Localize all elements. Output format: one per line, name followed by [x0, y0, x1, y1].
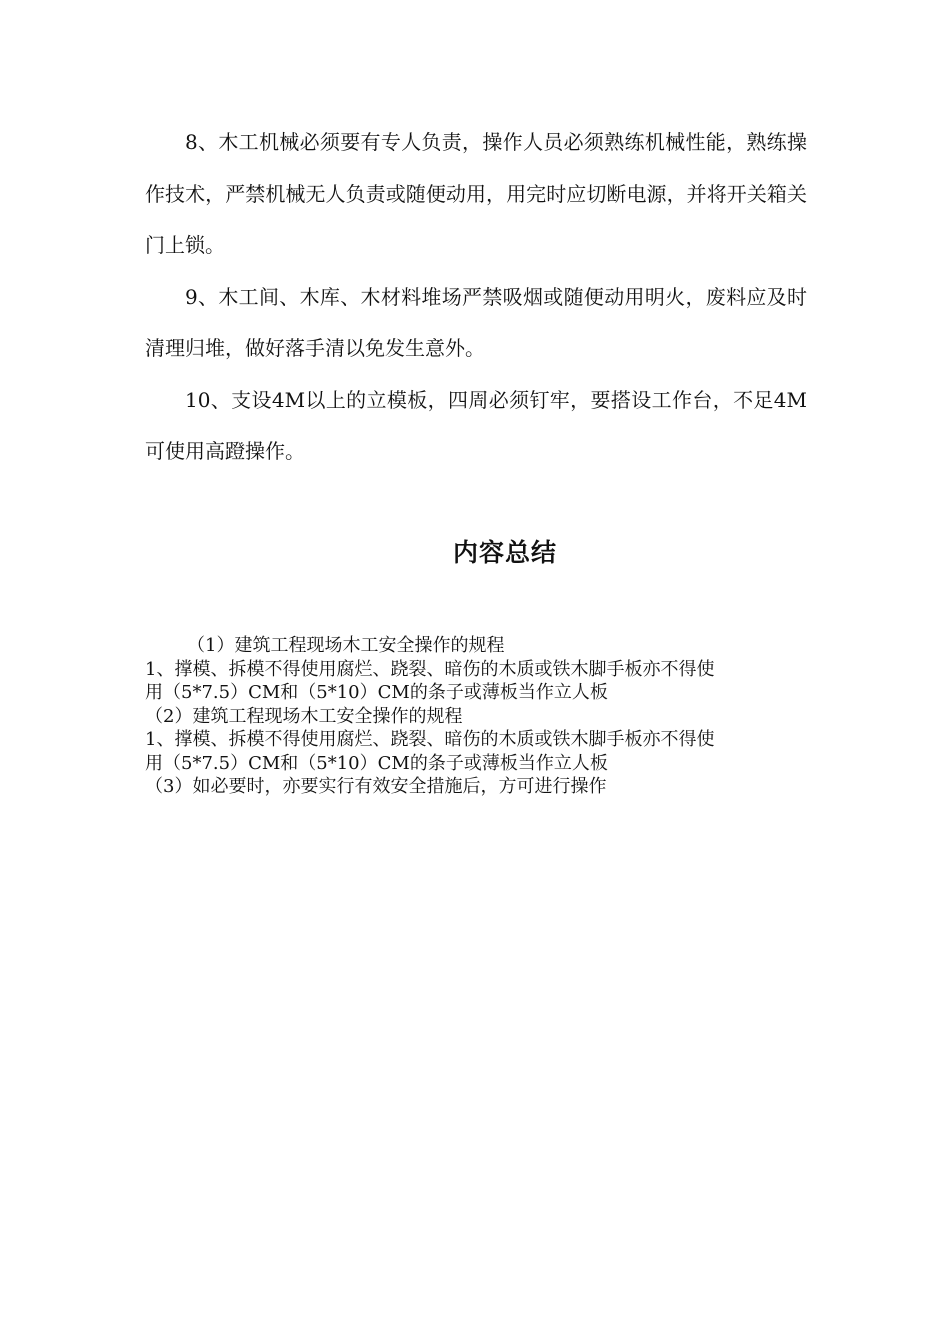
summary-title: 内容总结 — [452, 538, 557, 567]
summary-block — [145, 634, 805, 799]
summary-heading-3: （3）如必要时，亦要实行有效安全措施后，方可进行操作 — [145, 776, 607, 797]
paragraph-10: 10、支设4M以上的立模板，四周必须钉牢，要搭设工作台，不足4M可使用高蹬操作。 — [145, 387, 807, 463]
paragraph-8: 8、木工机械必须要有专人负责，操作人员必须熟练机械性能，熟练操作技术，严禁机械无人负责或随便动用，用完时应切断电源，并将开关箱关门上锁。 — [145, 130, 807, 257]
summary-heading-2: （2）建筑工程现场木工安全操作的规程 — [145, 705, 463, 727]
summary-heading-1: （1）建筑工程现场木工安全操作的规程 — [187, 635, 505, 656]
summary-item-2a: 1、撑模、拆模不得使用腐烂、跷裂、暗伤的木质或铁木脚手板亦不得使 — [145, 729, 715, 750]
paragraph-9: 9、木工间、木库、木材料堆场严禁吸烟或随便动用明火，废料应及时清理归堆，做好落手清以免发生意外。 — [145, 284, 807, 360]
body-text — [145, 117, 807, 478]
summary-item-1b: 用（5*7.5）CM和（5*10）CM的条子或薄板当作立人板 — [145, 682, 608, 703]
summary-item-1a: 1、撑模、拆模不得使用腐烂、跷裂、暗伤的木质或铁木脚手板亦不得使 — [145, 658, 715, 680]
summary-item-2b: 用（5*7.5）CM和（5*10）CM的条子或薄板当作立人板 — [145, 752, 608, 774]
